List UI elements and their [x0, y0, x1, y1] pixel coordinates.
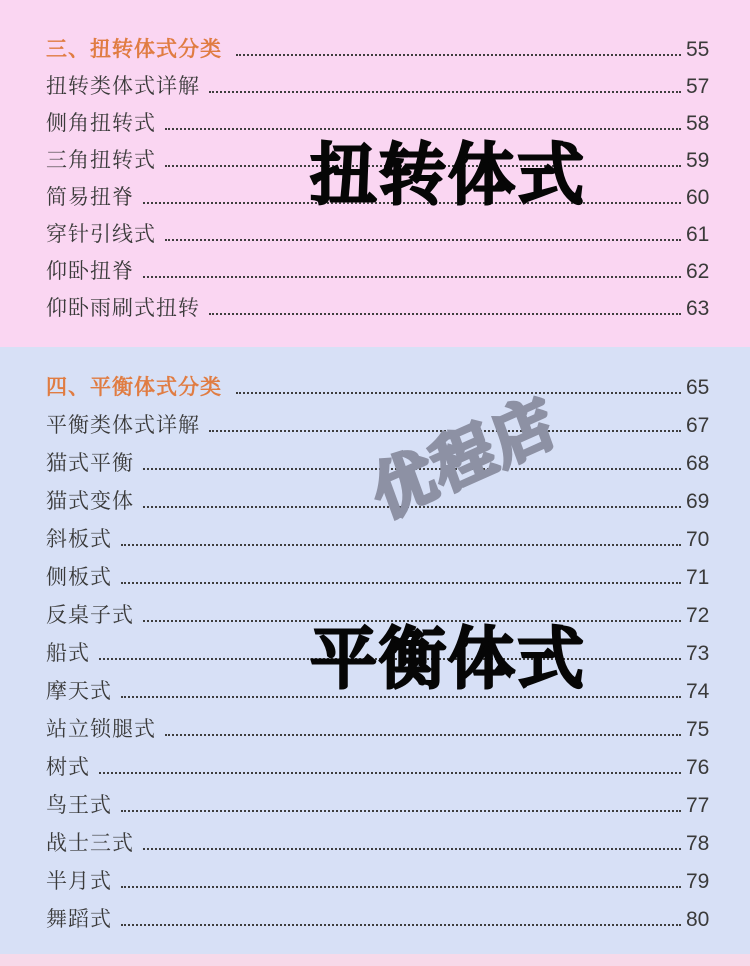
toc-entry-label: 反桌子式: [46, 604, 134, 627]
page-number: 58: [686, 112, 710, 135]
toc-entry: [0, 104, 750, 141]
toc-entry-label: 斜板式: [46, 528, 112, 551]
page-number: 77: [686, 794, 710, 817]
toc-entry-label: 摩天式: [46, 680, 112, 703]
dot-leader: [121, 924, 681, 926]
dot-leader: [121, 582, 681, 584]
dot-leader: [121, 810, 681, 812]
page-number: 72: [686, 604, 710, 627]
dot-leader: [165, 239, 681, 241]
toc-entry-label: 侧角扭转式: [46, 112, 156, 135]
toc-entry-label: 扭转类体式详解: [46, 75, 200, 98]
toc-entry: [0, 709, 750, 747]
next-section-edge-strip: [0, 954, 750, 966]
dot-leader: [143, 276, 681, 278]
toc-entry-label: 仰卧扭脊: [46, 260, 134, 283]
dot-leader: [236, 392, 681, 394]
toc-entry-label: 平衡类体式详解: [46, 414, 200, 437]
toc-section-header: [0, 30, 750, 67]
toc-entry-label: 简易扭脊: [46, 186, 134, 209]
dot-leader: [209, 313, 681, 315]
toc-entry-label: 仰卧雨刷式扭转: [46, 297, 200, 320]
page-number: 78: [686, 832, 710, 855]
page-number: 80: [686, 908, 710, 931]
shop-watermark: 优程店: [364, 386, 567, 531]
page-number: 73: [686, 642, 710, 665]
section-header-label: 三、扭转体式分类: [46, 38, 222, 61]
page-number: 69: [686, 490, 710, 513]
toc-entry: [0, 899, 750, 937]
toc-entry-label: 穿针引线式: [46, 223, 156, 246]
dot-leader: [143, 848, 681, 850]
page-number: 74: [686, 680, 710, 703]
page-number: 67: [686, 414, 710, 437]
overlay-title-balance: 平衡体式: [310, 622, 586, 697]
dot-leader: [99, 772, 681, 774]
toc-entry: [0, 405, 750, 443]
toc-entry-label: 猫式平衡: [46, 452, 134, 475]
dot-leader: [236, 54, 681, 56]
page-number: 79: [686, 870, 710, 893]
toc-entry-label: 战士三式: [46, 832, 134, 855]
toc-entry-label: 鸟王式: [46, 794, 112, 817]
page-number: 57: [686, 75, 710, 98]
page-number: 62: [686, 260, 710, 283]
toc-entry: [0, 823, 750, 861]
page-number: 71: [686, 566, 710, 589]
toc-entry-label: 站立锁腿式: [46, 718, 156, 741]
toc-entry: [0, 289, 750, 326]
toc-entry: [0, 252, 750, 289]
toc-entry-label: 船式: [46, 642, 90, 665]
toc-entry: [0, 747, 750, 785]
toc-entry: [0, 557, 750, 595]
toc-section-header: [0, 367, 750, 405]
dot-leader: [165, 734, 681, 736]
overlay-title-twist: 扭转体式: [310, 138, 586, 213]
section-header-label: 四、平衡体式分类: [46, 376, 222, 399]
page-number: 68: [686, 452, 710, 475]
toc-entry: [0, 785, 750, 823]
page-number: 63: [686, 297, 710, 320]
dot-leader: [121, 544, 681, 546]
toc-entry-label: 树式: [46, 756, 90, 779]
toc-entry-label: 三角扭转式: [46, 149, 156, 172]
toc-entry: [0, 215, 750, 252]
dot-leader: [165, 128, 681, 130]
page-number: 60: [686, 186, 710, 209]
toc-entry-label: 半月式: [46, 870, 112, 893]
page-number: 65: [686, 376, 710, 399]
toc-entry-label: 猫式变体: [46, 490, 134, 513]
page-number: 76: [686, 756, 710, 779]
page-number: 75: [686, 718, 710, 741]
toc-entry: [0, 67, 750, 104]
toc-entry: [0, 519, 750, 557]
toc-entry-label: 侧板式: [46, 566, 112, 589]
page-number: 59: [686, 149, 710, 172]
page-number: 61: [686, 223, 710, 246]
dot-leader: [209, 91, 681, 93]
toc-entry: [0, 861, 750, 899]
toc-entry-label: 舞蹈式: [46, 908, 112, 931]
dot-leader: [121, 886, 681, 888]
page-number: 70: [686, 528, 710, 551]
page-number: 55: [686, 38, 710, 61]
